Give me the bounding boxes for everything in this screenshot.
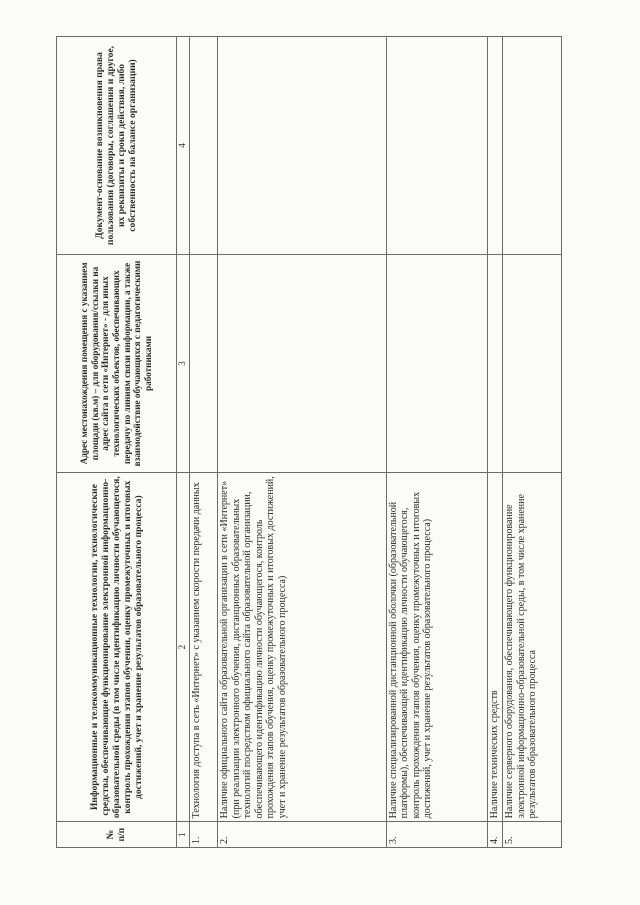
row-document [503, 37, 562, 255]
row-address [503, 255, 562, 473]
rotated-table-container [56, 36, 562, 848]
table-row [488, 37, 503, 848]
row-number: 3. [386, 822, 488, 848]
row-number: 5. [503, 822, 562, 848]
row-text: Наличие специализированной дистанционной оболочки (образовательной платформы), обеспечивающей идентификацию личности обучающегося, контроль прохождения этапов обучения, оценку промежуточных и итоговых достижений, учет и хранение результатов образовательного процесса) [386, 472, 488, 821]
table-row [503, 37, 562, 848]
row-number: 1. [189, 822, 217, 848]
row-number: 4. [488, 822, 503, 848]
header-address: Адрес местонахождения помещения с указанием площади (кв.м) – для оборудования/ссылки на адрес сайта в сети «Интернет» - для иных технологических объектов, обеспечивающих передачу по линиям связи информации, а также взаимодействие обучающихся с педагогическими работниками [57, 255, 177, 473]
table-row [386, 37, 488, 848]
header-technologies: Информационные и телекоммуникационные технологии, технологические средства, обеспечивающие функционирование электронной информационно-образовательной среды (в том числе идентификацию личности обучающегося, контроль прохождения этапов обучения, оценку промежуточных и итоговых достижений, учет и хранение результатов образовательного процесса) [57, 472, 177, 821]
row-number: 2. [218, 822, 387, 848]
row-text: Наличие серверного оборудования, обеспечивающего функционирование электронной информационно-образовательной среды, в том числе хранение результатов образовательного процесса [503, 472, 562, 821]
row-text: Наличие официального сайта образовательной организации в сети «Интернет» (при реализации электронного обучения, дистанционных образовательных технологий посредством официального сайта образовательной организации, обеспечивающего идентификацию личности обучающегося, контроль прохождения этапов обучения, оценку промежуточных и итоговых достижений, учет и хранение результатов образовательного процесса) [218, 472, 387, 821]
row-text: Технология доступа в сеть «Интернет» с указанием скорости передачи данных [189, 472, 217, 821]
index-cell-1: 1 [176, 822, 189, 848]
index-cell-2: 2 [176, 472, 189, 821]
row-address [189, 255, 217, 473]
table-row [218, 37, 387, 848]
index-row [176, 37, 189, 848]
row-address [386, 255, 488, 473]
row-document [218, 37, 387, 255]
index-cell-3: 3 [176, 255, 189, 473]
row-document [189, 37, 217, 255]
row-document [386, 37, 488, 255]
index-cell-4: 4 [176, 37, 189, 255]
resources-table [56, 36, 562, 848]
header-row [57, 37, 177, 848]
row-address [218, 255, 387, 473]
header-number: № п/п [57, 822, 177, 848]
row-address [488, 255, 503, 473]
header-document: Документ-основание возникновения права пользования (договоры, соглашения и другое, их реквизиты и сроки действия, либо собственность на балансе организации) [57, 37, 177, 255]
table-row [189, 37, 217, 848]
row-text: Наличие технических средств [488, 472, 503, 821]
row-document [488, 37, 503, 255]
